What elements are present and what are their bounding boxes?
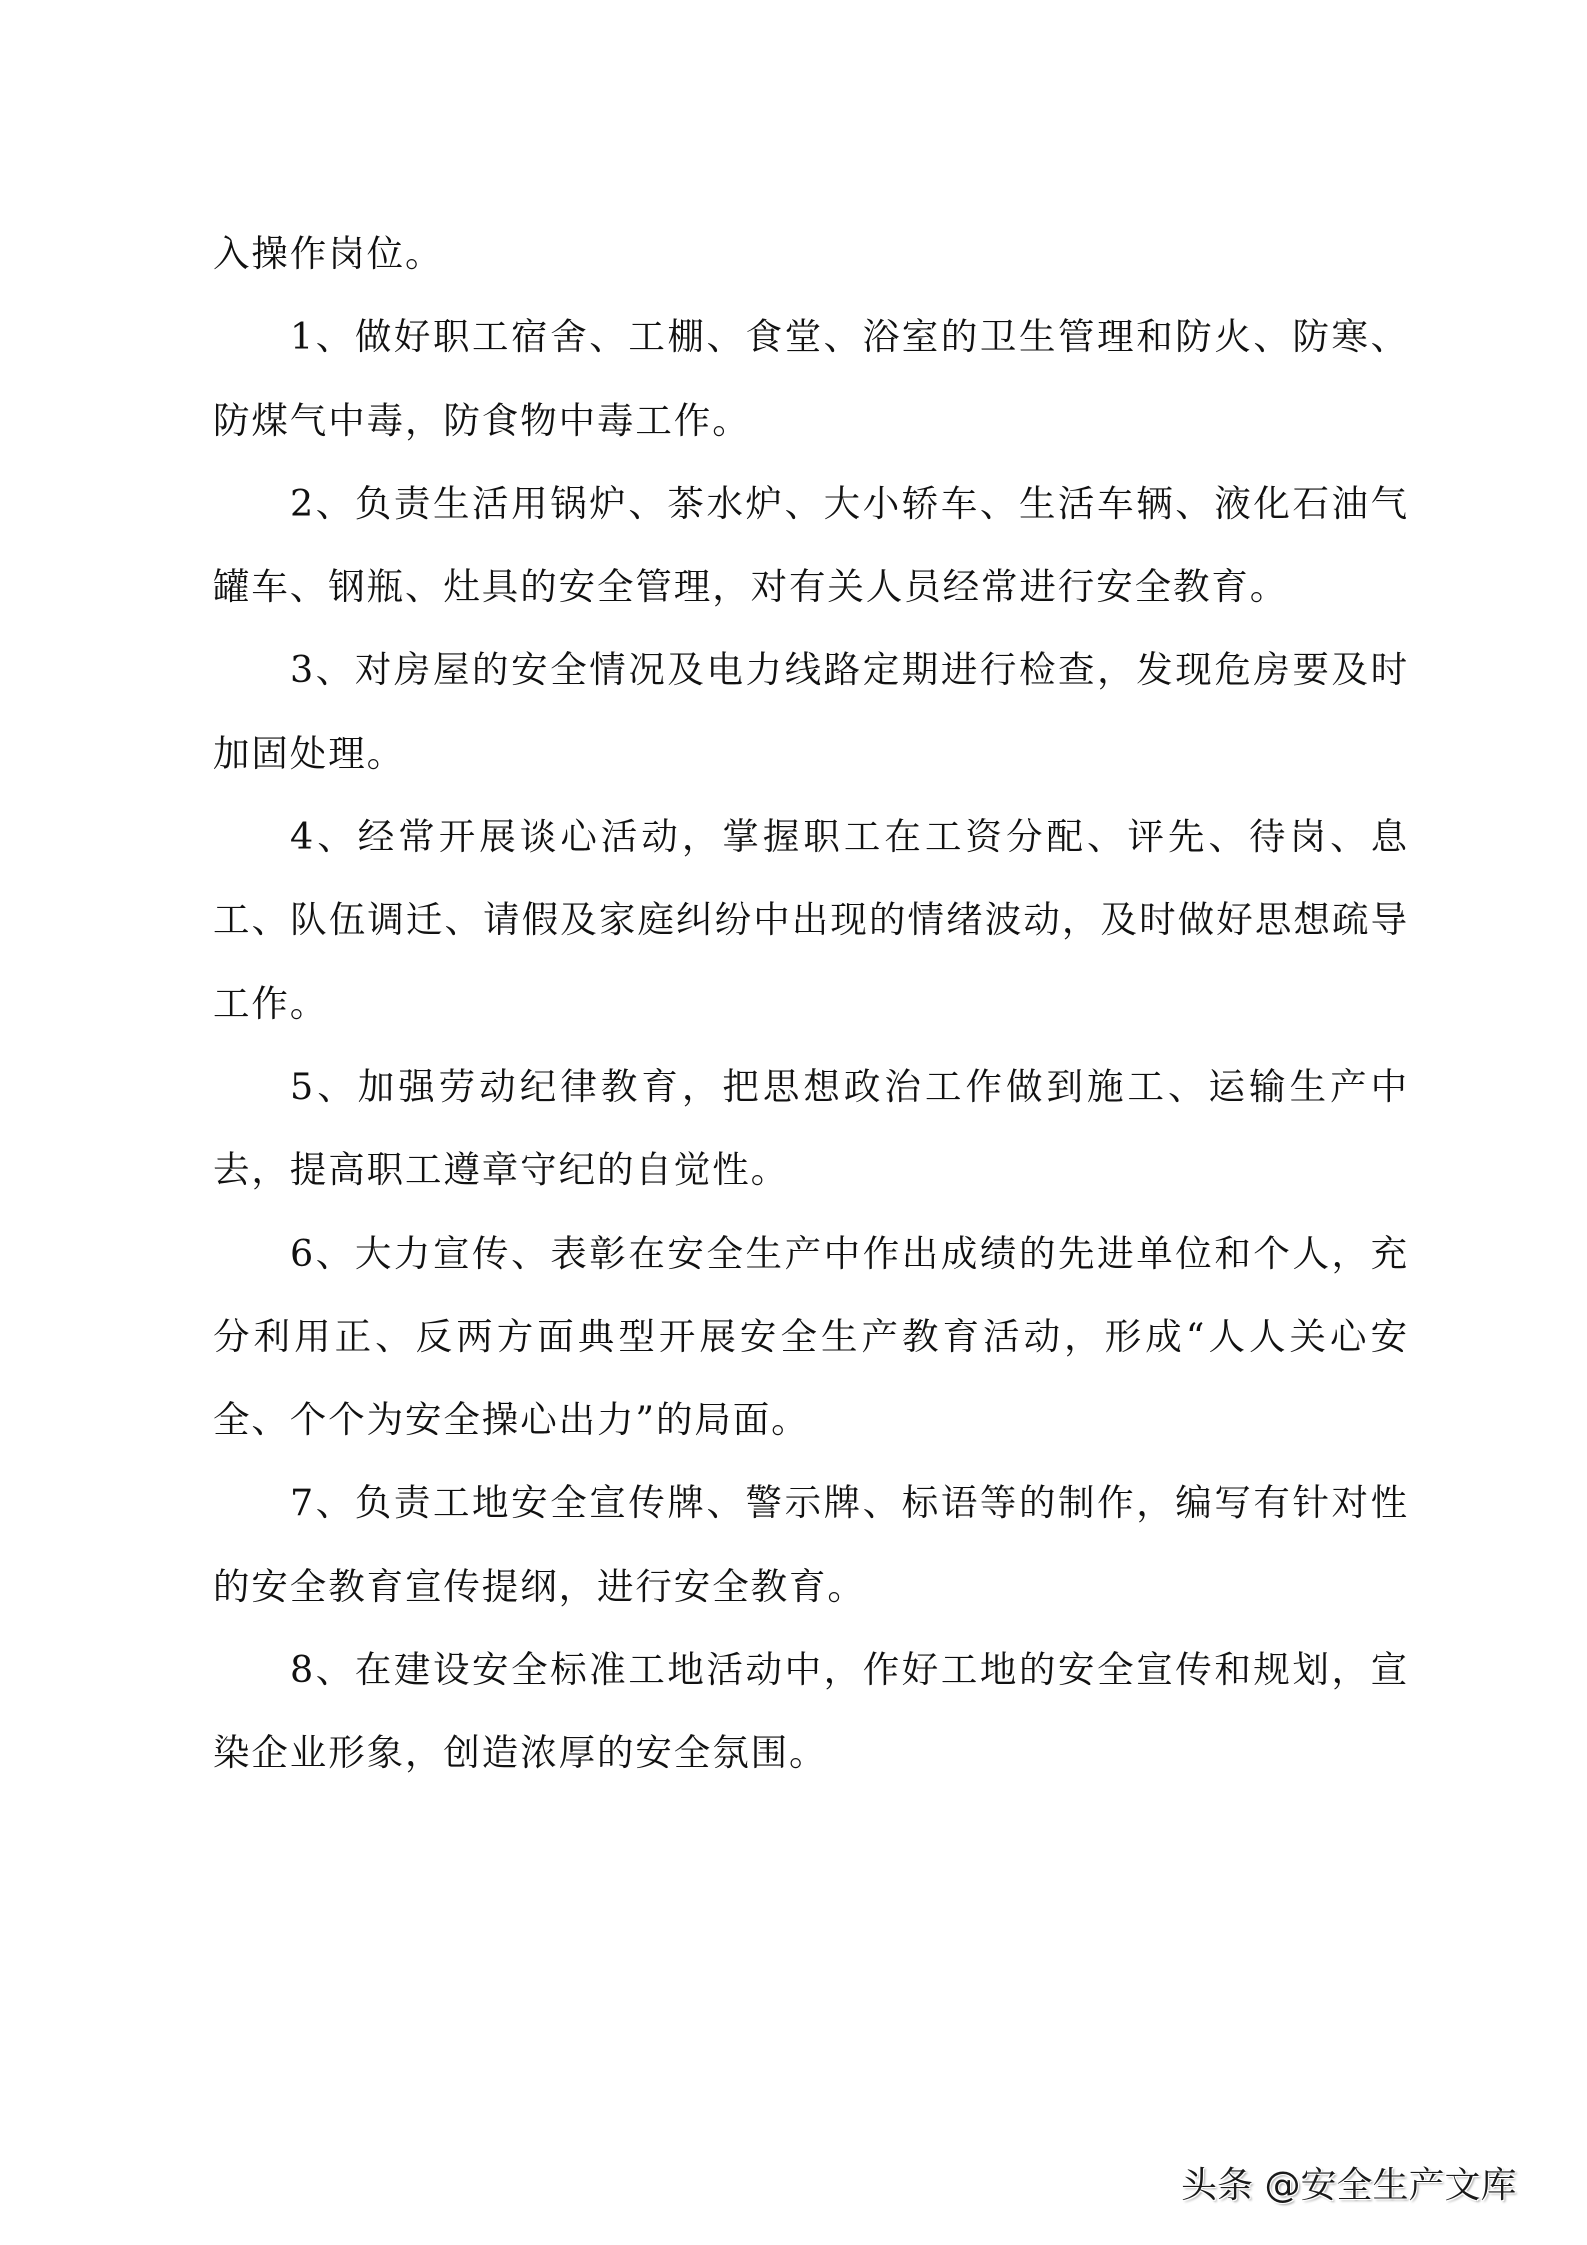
paragraph-item-7: 7、负责工地安全宣传牌、警示牌、标语等的制作，编写有针对性的安全教育宣传提纲，进行安全教育。 xyxy=(213,1481,1409,1608)
paragraph-item-1: 1、做好职工宿舍、工棚、食堂、浴室的卫生管理和防火、防寒、防煤气中毒，防食物中毒工作。 xyxy=(213,315,1409,442)
paragraph-item-5: 5、加强劳动纪律教育，把思想政治工作做到施工、运输生产中去，提高职工遵章守纪的自觉性。 xyxy=(213,1064,1409,1192)
watermark-label: 头条 @安全生产文库 xyxy=(1181,2165,1517,2206)
paragraph-item-6: 6、大力宣传、表彰在安全生产中作出成绩的先进单位和个人，充分利用正、反两方面典型开展安全生产教育活动，形成“人人关心安全、个个为安全操心出力”的局面。 xyxy=(213,1231,1409,1442)
paragraph-item-2: 2、负责生活用锅炉、茶水炉、大小轿车、生活车辆、液化石油气罐车、钢瓶、灶具的安全管理，对有关人员经常进行安全教育。 xyxy=(213,481,1409,609)
paragraph-item-4: 4、经常开展谈心活动，掌握职工在工资分配、评先、待岗、息工、队伍调迁、请假及家庭纠纷中出现的情绪波动，及时做好思想疏导工作。 xyxy=(213,815,1409,1025)
document-body xyxy=(213,212,1409,1795)
paragraph-item-8: 8、在建设安全标准工地活动中，作好工地的安全宣传和规划，宣染企业形象，创造浓厚的安全氛围。 xyxy=(213,1648,1409,1775)
paragraph-continuation: 入操作岗位。 xyxy=(213,232,444,275)
paragraph-item-3: 3、对房屋的安全情况及电力线路定期进行检查，发现危房要及时加固处理。 xyxy=(213,648,1409,775)
